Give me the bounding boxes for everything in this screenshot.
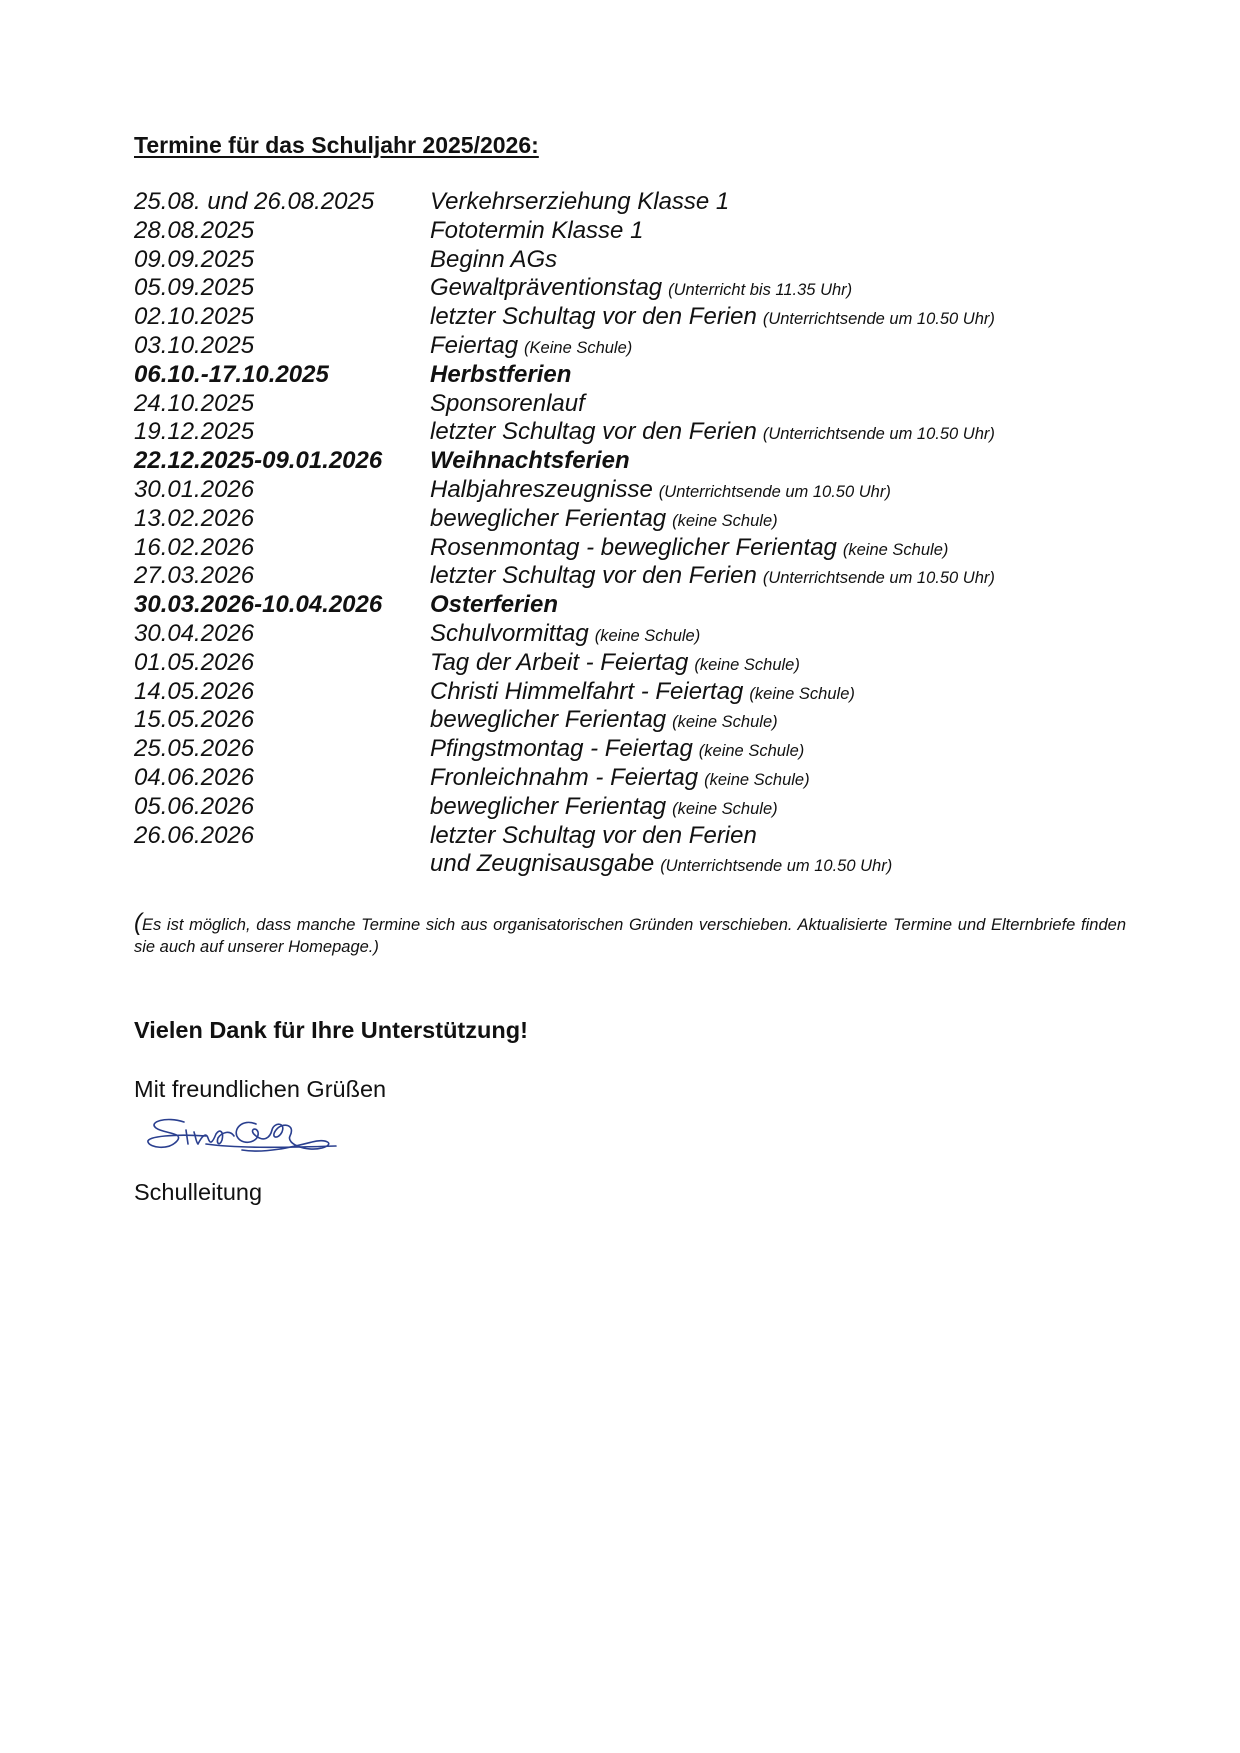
schedule-event-cell bbox=[430, 620, 1134, 649]
schedule-event-cell bbox=[430, 390, 1134, 419]
schedule-row bbox=[134, 303, 1134, 332]
schedule-event-cell bbox=[430, 562, 1134, 591]
schedule-row bbox=[134, 188, 1134, 217]
schedule-event: und Zeugnisausgabe bbox=[430, 850, 655, 878]
schedule-date: 27.03.2026 bbox=[134, 562, 255, 590]
schedule-event-cell bbox=[430, 649, 1134, 678]
schedule-date: 26.06.2026 bbox=[134, 821, 255, 849]
schedule-event-cell bbox=[430, 505, 1134, 534]
disclaimer-note bbox=[134, 909, 1126, 958]
schedule-event: Beginn AGs bbox=[430, 245, 558, 273]
schedule-date: 14.05.2026 bbox=[134, 677, 255, 705]
schedule-date: 03.10.2025 bbox=[134, 331, 255, 359]
schedule-note: (keine Schule) bbox=[842, 540, 949, 559]
schedule-event: beweglicher Ferientag bbox=[430, 504, 667, 532]
schedule-row bbox=[134, 822, 1134, 851]
schedule-row bbox=[134, 706, 1134, 735]
schedule-heading: Termine für das Schuljahr 2025/2026: bbox=[134, 132, 539, 158]
schedule-event-cell bbox=[430, 534, 1134, 563]
schedule-note: (keine Schule) bbox=[694, 655, 800, 674]
schedule-event-cell bbox=[430, 303, 1134, 332]
schedule-event: letzter Schultag vor den Ferien bbox=[430, 821, 757, 849]
schedule-row bbox=[134, 764, 1134, 793]
schedule-event: Feiertag bbox=[430, 331, 519, 359]
schedule-row bbox=[134, 217, 1134, 246]
schedule-date: 13.02.2026 bbox=[134, 504, 255, 532]
schedule-note: (Unterricht bis 11.35 Uhr) bbox=[668, 281, 853, 300]
schedule-note: (keine Schule) bbox=[698, 742, 805, 761]
schedule-row bbox=[134, 649, 1134, 678]
schedule-row bbox=[134, 678, 1134, 707]
sign-off-role: Schulleitung bbox=[134, 1179, 263, 1205]
schedule-event-cell bbox=[430, 274, 1134, 303]
schedule-note: (Unterrichtsende um 10.50 Uhr) bbox=[762, 569, 995, 588]
schedule-event-cell bbox=[430, 735, 1134, 764]
disclaimer-text: Es ist möglich, dass manche Termine sich aus organisatorischen Gründen verschieben. Aktualisierte Termine und Elternbriefe finden sie auch auf unserer Homepage.) bbox=[134, 916, 1126, 956]
schedule-event: Tag der Arbeit - Feiertag bbox=[430, 648, 689, 676]
schedule-event-cell bbox=[430, 706, 1134, 735]
schedule-date: 28.08.2025 bbox=[134, 216, 255, 244]
schedule-event-cell bbox=[430, 246, 1134, 275]
schedule-row bbox=[134, 620, 1134, 649]
schedule-event: Pfingstmontag - Feiertag bbox=[430, 735, 693, 763]
schedule-row-holiday bbox=[134, 447, 1134, 476]
schedule-date: 30.04.2026 bbox=[134, 619, 255, 647]
greeting-line: Mit freundlichen Grüßen bbox=[134, 1076, 387, 1102]
schedule-row bbox=[134, 418, 1134, 447]
schedule-row bbox=[134, 476, 1134, 505]
schedule-row bbox=[134, 246, 1134, 275]
schedule-date: 05.09.2025 bbox=[134, 274, 255, 302]
schedule-date: 25.05.2026 bbox=[134, 735, 255, 763]
schedule-date: 01.05.2026 bbox=[134, 648, 255, 676]
schedule-row bbox=[134, 793, 1134, 822]
schedule-date: 19.12.2025 bbox=[134, 418, 255, 446]
signature-stroke bbox=[186, 1130, 234, 1144]
schedule-date: 04.06.2026 bbox=[134, 763, 255, 791]
schedule-event: letzter Schultag vor den Ferien bbox=[430, 303, 757, 331]
schedule-row bbox=[134, 735, 1134, 764]
schedule-row bbox=[134, 332, 1134, 361]
schedule-event: Fronleichnahm - Feiertag bbox=[430, 763, 699, 791]
schedule-date: 02.10.2025 bbox=[134, 303, 255, 331]
schedule-event-cell bbox=[430, 332, 1134, 361]
schedule-event: Fototermin Klasse 1 bbox=[430, 216, 644, 244]
signature-image bbox=[146, 1108, 346, 1168]
schedule-event-cell bbox=[430, 764, 1134, 793]
schedule-event: Sponsorenlauf bbox=[430, 389, 585, 417]
schedule-list bbox=[134, 188, 1134, 879]
schedule-row bbox=[134, 390, 1134, 419]
schedule-event: Gewaltpräventionstag bbox=[430, 274, 663, 302]
schedule-row bbox=[134, 505, 1134, 534]
schedule-row-holiday bbox=[134, 361, 1134, 390]
schedule-event-cell bbox=[430, 447, 1134, 476]
schedule-date: 09.09.2025 bbox=[134, 245, 255, 273]
schedule-event: Schulvormittag bbox=[430, 619, 589, 647]
schedule-event-cell bbox=[430, 418, 1134, 447]
schedule-event-cell bbox=[430, 188, 1134, 217]
schedule-note: (Unterrichtsende um 10.50 Uhr) bbox=[762, 310, 995, 329]
schedule-event: Weihnachtsferien bbox=[430, 447, 630, 475]
schedule-event: Verkehrserziehung Klasse 1 bbox=[430, 188, 730, 215]
schedule-row bbox=[134, 850, 1134, 879]
schedule-date: 30.03.2026-10.04.2026 bbox=[134, 591, 383, 619]
schedule-note: (Unterrichtsende um 10.50 Uhr) bbox=[660, 857, 893, 876]
schedule-date: 15.05.2026 bbox=[134, 706, 255, 734]
schedule-event: beweglicher Ferientag bbox=[430, 792, 667, 820]
thanks-line: Vielen Dank für Ihre Unterstützung! bbox=[134, 1017, 528, 1043]
schedule-event: Herbstferien bbox=[430, 360, 572, 388]
schedule-note: (keine Schule) bbox=[672, 799, 778, 818]
schedule-note: (Unterrichtsende um 10.50 Uhr) bbox=[658, 482, 891, 501]
schedule-note: (keine Schule) bbox=[672, 713, 778, 732]
schedule-event-cell bbox=[430, 591, 1134, 620]
schedule-date: 05.06.2026 bbox=[134, 792, 255, 820]
schedule-event-cell bbox=[430, 217, 1134, 246]
schedule-event-cell bbox=[430, 822, 1134, 851]
schedule-row bbox=[134, 534, 1134, 563]
schedule-event-cell bbox=[430, 793, 1134, 822]
schedule-note: (keine Schule) bbox=[672, 511, 778, 530]
schedule-row bbox=[134, 562, 1134, 591]
disclaimer-open-paren: ( bbox=[134, 909, 142, 936]
schedule-note: (Keine Schule) bbox=[524, 338, 633, 357]
schedule-note: (Unterrichtsende um 10.50 Uhr) bbox=[762, 425, 995, 444]
schedule-date: 16.02.2026 bbox=[134, 533, 255, 561]
schedule-event: letzter Schultag vor den Ferien bbox=[430, 562, 757, 590]
schedule-row bbox=[134, 274, 1134, 303]
schedule-event: letzter Schultag vor den Ferien bbox=[430, 418, 757, 446]
schedule-note: (keine Schule) bbox=[594, 626, 701, 645]
schedule-date: 24.10.2025 bbox=[134, 389, 255, 417]
schedule-event: Halbjahreszeugnisse bbox=[430, 475, 653, 503]
schedule-event-cell bbox=[430, 361, 1134, 390]
schedule-event-cell bbox=[430, 476, 1134, 505]
schedule-date: 30.01.2026 bbox=[134, 475, 255, 503]
schedule-note: (keine Schule) bbox=[749, 684, 855, 703]
schedule-date: 22.12.2025-09.01.2026 bbox=[134, 447, 383, 475]
signature-stroke bbox=[206, 1144, 336, 1147]
schedule-event-cell bbox=[430, 850, 1134, 879]
schedule-event: Christi Himmelfahrt - Feiertag bbox=[430, 677, 744, 705]
schedule-event-cell bbox=[430, 678, 1134, 707]
schedule-event: beweglicher Ferientag bbox=[430, 706, 667, 734]
schedule-date: 25.08. und 26.08.2025 bbox=[134, 188, 375, 215]
schedule-row-holiday bbox=[134, 591, 1134, 620]
schedule-date: 06.10.-17.10.2025 bbox=[134, 360, 329, 388]
schedule-event: Rosenmontag - beweglicher Ferientag bbox=[430, 533, 837, 561]
schedule-event: Osterferien bbox=[430, 591, 559, 619]
schedule-note: (keine Schule) bbox=[704, 770, 810, 789]
schedule-date bbox=[134, 850, 430, 879]
